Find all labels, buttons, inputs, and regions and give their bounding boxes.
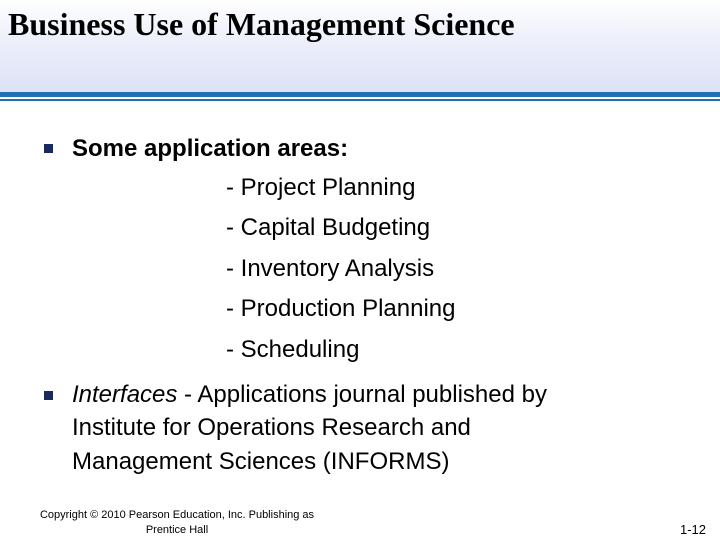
interfaces-description: - Applications journal published by: [177, 381, 547, 408]
bullet-square-icon: [44, 144, 53, 153]
copyright-line-2: Prentice Hall: [145, 524, 209, 536]
title-divider-thick: [0, 92, 720, 97]
copyright-footer: [22, 508, 332, 538]
interfaces-line-1: [72, 381, 547, 409]
interfaces-line-2: Institute for Operations Research and: [72, 414, 471, 441]
title-banner: [0, 0, 720, 92]
slide-title: Business Use of Management Science: [8, 6, 515, 42]
title-divider-thin: [0, 99, 720, 101]
bullet-square-icon: [44, 391, 53, 400]
application-area-item: - Production Planning: [226, 295, 456, 322]
application-area-item: - Capital Budgeting: [226, 214, 431, 241]
application-area-item: - Inventory Analysis: [226, 255, 435, 282]
interfaces-journal-name: Interfaces: [72, 381, 178, 408]
copyright-line-1: Copyright © 2010 Pearson Education, Inc. Publishing as: [39, 509, 315, 521]
application-areas-heading: Some application areas:: [72, 135, 349, 162]
application-area-item: - Scheduling: [226, 336, 360, 363]
interfaces-line-3: Management Sciences (INFORMS): [72, 448, 450, 475]
application-area-item: - Project Planning: [226, 174, 416, 201]
page-number: 1-12: [679, 522, 706, 537]
